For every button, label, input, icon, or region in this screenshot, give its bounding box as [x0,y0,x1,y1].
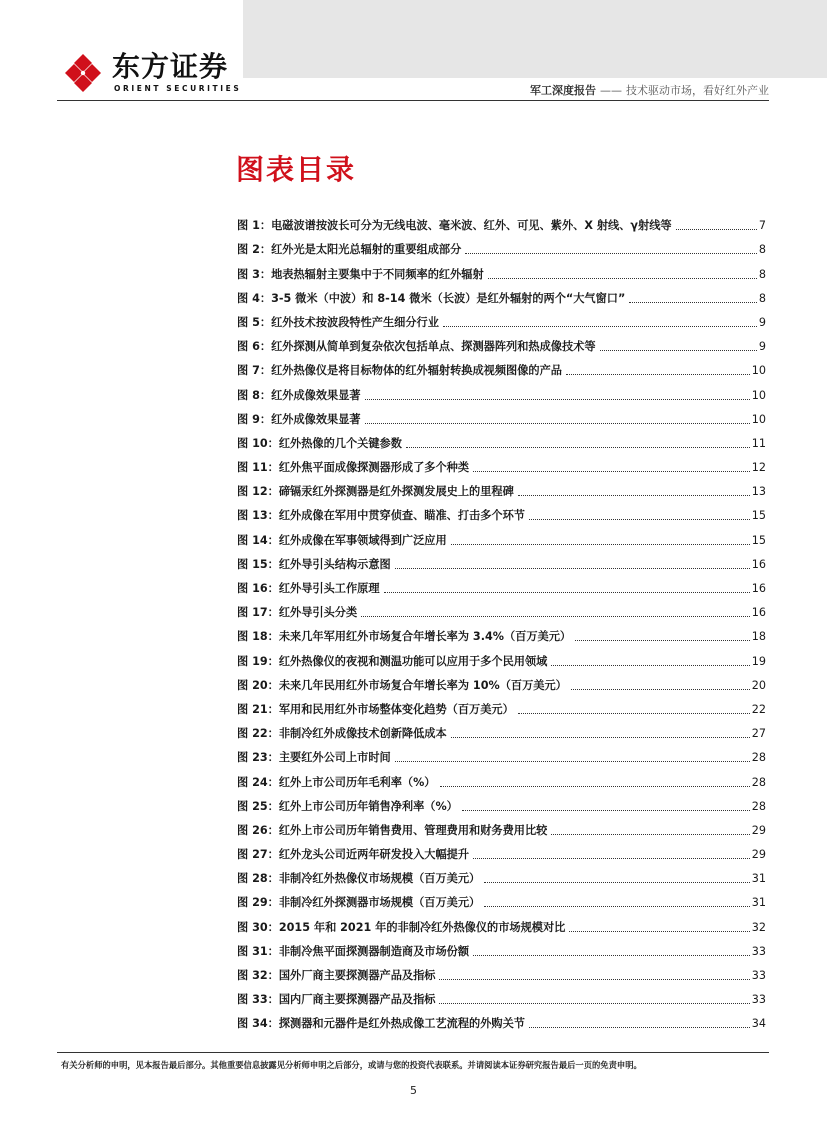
logo-name-en: ORIENT SECURITIES [114,84,242,93]
toc-entry[interactable] [237,451,766,475]
toc-entry-page: 18 [751,630,766,644]
toc-dot-leader [361,616,750,617]
toc-dot-leader [566,374,750,375]
toc-entry-title: 非制冷红外热像仪市场规模（百万美元） [278,872,481,886]
header-separator: —— [600,84,622,97]
report-subtitle: 技术驱动市场，看好红外产业 [626,84,769,97]
toc-entry-label: 图 28： [237,872,279,886]
toc-entry[interactable] [237,1007,766,1031]
toc-entry[interactable] [237,765,766,789]
logo-name-cn: 东方证券 [112,50,229,83]
toc-entry-page: 20 [751,678,766,692]
toc-entry-title: 军用和民用红外市场整体变化趋势（百万美元） [278,702,514,716]
toc-entry-title: 电磁波谱按波长可分为无线电波、毫米波、红外、可见、紫外、X 射线、γ射线等 [271,219,672,233]
toc-entry-page: 10 [751,412,766,426]
toc-entry-page: 11 [751,436,766,450]
toc-entry[interactable] [237,983,766,1007]
toc-entry-title: 红外导引头结构示意图 [278,557,391,571]
toc-entry[interactable] [237,378,766,402]
toc-entry[interactable] [237,669,766,693]
toc-entry-title: 红外上市公司历年销售净利率（%） [278,799,458,813]
report-type: 军工深度报告 [530,84,596,97]
toc-entry[interactable] [237,814,766,838]
toc-entry[interactable] [237,233,766,257]
toc-entry-title: 红外上市公司历年毛利率（%） [278,775,436,789]
toc-entry-title: 国外厂商主要探测器产品及指标 [278,969,436,982]
toc-entry[interactable] [237,910,766,934]
page-number: 5 [410,1084,417,1097]
toc-entry-page: 7 [758,219,766,233]
toc-entry-label: 图 2： [237,243,272,257]
toc-entry-title: 2015 年和 2021 年的非制冷红外热像仪的市场规模对比 [278,920,566,934]
toc-entry-title: 红外成像在军事领域得到广泛应用 [278,533,447,547]
toc-dot-leader [440,786,750,787]
toc-entry-page: 8 [758,243,766,257]
toc-entry-title: 红外成像效果显著 [271,388,361,402]
toc-entry-title: 红外上市公司历年销售费用、管理费用和财务费用比较 [278,823,548,837]
toc-dot-leader [395,761,750,762]
toc-dot-leader [569,931,749,932]
disclaimer-note: 有关分析师的申明，见本报告最后部分。其他重要信息披露见分析师申明之后部分，或请与您的投资代表联系。并请阅读本证券研究报告最后一页的免责申明。 [61,1060,642,1070]
toc-entry-page: 33 [751,944,766,958]
toc-entry-label: 图 24： [237,775,279,789]
toc-dot-leader [395,568,750,569]
toc-dot-leader [529,1027,750,1028]
toc-dot-leader [439,979,749,980]
toc-entry-label: 图 32： [237,969,279,982]
toc-entry-title: 红外导引头分类 [278,606,358,620]
toc-entry-page: 16 [751,557,766,571]
toc-dot-leader [451,737,750,738]
toc-dot-leader [451,544,750,545]
toc-entry-label: 图 15： [237,557,279,571]
toc-list [237,209,766,1031]
toc-entry[interactable] [237,741,766,765]
toc-entry[interactable] [237,644,766,668]
toc-entry-label: 图 14： [237,533,279,547]
toc-entry-label: 图 8： [237,388,272,402]
toc-entry-page: 34 [751,1017,766,1031]
toc-entry-label: 图 11： [237,461,279,475]
toc-entry[interactable] [237,620,766,644]
toc-entry-page: 12 [751,461,766,475]
toc-entry[interactable] [237,959,766,983]
toc-entry-title: 主要红外公司上市时间 [278,751,391,765]
toc-dot-leader [484,906,750,907]
toc-entry-page: 8 [758,291,766,305]
toc-dot-leader [439,1003,749,1004]
toc-entry-label: 图 25： [237,799,279,813]
toc-entry-label: 图 10： [237,436,279,450]
toc-entry[interactable] [237,354,766,378]
toc-entry-title: 3-5 微米（中波）和 8-14 微米（长波）是红外辐射的两个“大气窗口” [271,291,626,305]
toc-entry[interactable] [237,257,766,281]
toc-dot-leader [600,350,757,351]
toc-entry-label: 图 26： [237,823,279,837]
toc-entry-label: 图 6： [237,340,272,354]
toc-entry[interactable] [237,427,766,451]
toc-dot-leader [488,278,757,279]
toc-entry-label: 图 23： [237,751,279,765]
toc-entry-page: 22 [751,702,766,716]
toc-entry-title: 红外热像仪是将目标物体的红外辐射转换成视频图像的产品 [271,364,562,378]
toc-entry-title: 红外热像的几个关键参数 [278,436,402,450]
toc-dot-leader [365,399,750,400]
toc-entry[interactable] [237,717,766,741]
toc-entry-page: 15 [751,533,766,547]
toc-entry-page: 29 [751,848,766,862]
report-header [530,82,769,98]
toc-entry-page: 28 [751,775,766,789]
toc-entry-page: 28 [751,751,766,765]
toc-entry-label: 图 1： [237,219,272,233]
toc-entry[interactable] [237,403,766,427]
header-background [243,0,827,78]
toc-entry-title: 红外探测从简单到复杂依次包括单点、探测器阵列和热成像技术等 [271,340,596,354]
toc-entry[interactable] [237,790,766,814]
toc-dot-leader [529,519,750,520]
toc-entry[interactable] [237,306,766,330]
toc-dot-leader [473,471,750,472]
toc-entry-label: 图 21： [237,702,279,716]
toc-dot-leader [484,882,750,883]
toc-entry-page: 29 [751,823,766,837]
toc-entry[interactable] [237,935,766,959]
toc-dot-leader [462,810,750,811]
toc-dot-leader [384,592,750,593]
toc-entry[interactable] [237,862,766,886]
toc-entry-label: 图 33： [237,993,279,1007]
toc-entry-page: 27 [751,727,766,741]
header-divider [57,100,769,101]
toc-entry-label: 图 7： [237,364,272,378]
toc-entry-title: 国内厂商主要探测器产品及指标 [278,993,436,1007]
toc-entry-title: 红外成像在军用中贯穿侦查、瞄准、打击多个环节 [278,509,525,523]
toc-entry-title: 非制冷红外成像技术创新降低成本 [278,727,447,741]
toc-dot-leader [676,229,757,230]
toc-dot-leader [551,665,749,666]
toc-entry[interactable] [237,596,766,620]
toc-entry-label: 图 12： [237,485,279,499]
toc-entry-title: 红外龙头公司近两年研发投入大幅提升 [278,848,470,862]
toc-entry-page: 16 [751,582,766,595]
toc-entry-page: 28 [751,799,766,813]
toc-entry-title: 非制冷红外探测器市场规模（百万美元） [278,896,481,910]
toc-entry-page: 8 [758,267,766,281]
toc-entry[interactable] [237,330,766,354]
toc-entry[interactable] [237,886,766,910]
toc-dot-leader [575,640,750,641]
toc-entry-label: 图 22： [237,727,279,741]
toc-entry[interactable] [237,572,766,596]
footer-divider [57,1052,769,1053]
toc-entry-page: 16 [751,606,766,620]
toc-entry-page: 13 [751,485,766,499]
toc-entry-page: 19 [751,654,766,668]
toc-dot-leader [465,253,757,254]
toc-entry-page: 33 [751,993,766,1007]
toc-dot-leader [406,447,750,448]
toc-entry-title: 红外光是太阳光总辐射的重要组成部分 [271,243,462,257]
toc-entry-title: 红外成像效果显著 [271,412,361,426]
toc-entry-title: 红外技术按波段特性产生细分行业 [271,315,439,329]
toc-entry-label: 图 29： [237,896,279,910]
toc-dot-leader [518,713,750,714]
toc-entry-label: 图 30： [237,920,279,934]
logo-diamond-icon [58,48,108,98]
toc-entry[interactable] [237,499,766,523]
toc-entry-label: 图 20： [237,678,279,692]
toc-dot-leader [473,955,750,956]
toc-entry-title: 未来几年民用红外市场复合年增长率为 10%（百万美元） [278,678,567,692]
toc-title: 图表目录 [236,153,357,186]
toc-entry-label: 图 13： [237,509,279,523]
toc-entry-label: 图 3： [237,267,272,281]
toc-dot-leader [443,326,757,327]
toc-entry-page: 15 [751,509,766,523]
toc-entry-label: 图 5： [237,315,272,329]
company-logo [58,48,242,98]
toc-entry-title: 红外热像仪的夜视和测温功能可以应用于多个民用领域 [278,654,548,668]
toc-entry[interactable] [237,282,766,306]
toc-entry-page: 9 [758,315,766,329]
toc-entry-label: 图 18： [237,630,279,644]
toc-entry-page: 10 [751,388,766,402]
toc-entry-label: 图 31： [237,944,279,958]
toc-entry-label: 图 27： [237,848,279,862]
toc-entry[interactable] [237,209,766,233]
toc-entry-title: 地表热辐射主要集中于不同频率的红外辐射 [271,267,484,281]
toc-entry-title: 非制冷焦平面探测器制造商及市场份额 [278,944,470,958]
toc-entry-label: 图 16： [237,582,279,595]
toc-dot-leader [571,689,750,690]
toc-entry-title: 红外导引头工作原理 [278,582,380,595]
toc-dot-leader [365,423,750,424]
toc-dot-leader [551,834,749,835]
toc-entry-label: 图 9： [237,412,272,426]
toc-entry[interactable] [237,693,766,717]
toc-entry-page: 10 [751,364,766,378]
toc-entry-page: 32 [751,920,766,934]
toc-entry[interactable] [237,523,766,547]
toc-dot-leader [473,858,750,859]
toc-entry-title: 碲镉汞红外探测器是红外探测发展史上的里程碑 [278,485,514,499]
toc-entry-label: 图 4： [237,291,272,305]
toc-entry-title: 红外焦平面成像探测器形成了多个种类 [278,461,470,475]
toc-entry[interactable] [237,548,766,572]
toc-entry-page: 33 [751,969,766,982]
toc-entry[interactable] [237,475,766,499]
toc-entry-title: 探测器和元器件是红外热成像工艺流程的外购关节 [278,1017,525,1031]
toc-entry[interactable] [237,838,766,862]
toc-dot-leader [518,495,750,496]
toc-entry-page: 9 [758,340,766,354]
toc-entry-label: 图 19： [237,654,279,668]
toc-entry-page: 31 [751,896,766,910]
toc-entry-page: 31 [751,872,766,886]
toc-entry-label: 图 17： [237,606,279,620]
toc-dot-leader [629,302,757,303]
toc-entry-title: 未来几年军用红外市场复合年增长率为 3.4%（百万美元） [278,630,572,644]
toc-entry-label: 图 34： [237,1017,279,1031]
